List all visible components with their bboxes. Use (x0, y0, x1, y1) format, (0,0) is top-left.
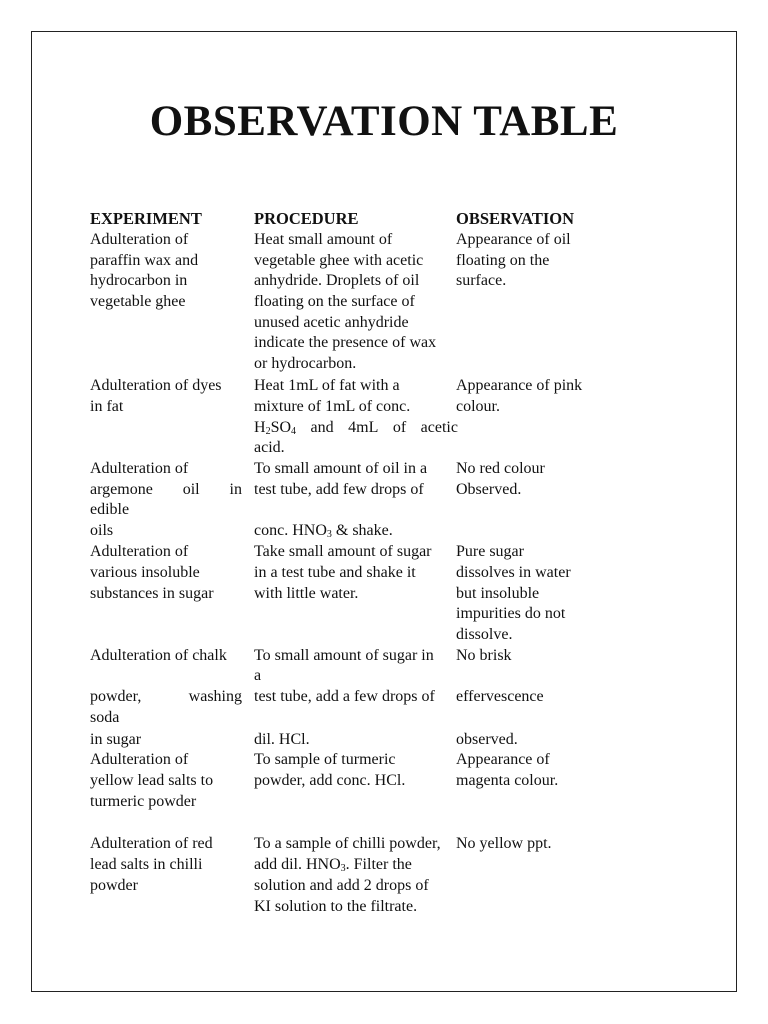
experiment-word: powder, (90, 688, 142, 705)
procedure-line: test tube, add a few drops of (254, 688, 435, 705)
procedure-line: Heat 1mL of fat with a (254, 377, 400, 394)
procedure-line: acid. (254, 439, 285, 456)
procedure-line: anhydride. Droplets of oil (254, 272, 420, 289)
experiment-line: various insoluble (90, 564, 200, 581)
experiment-word: washing (188, 688, 242, 705)
observation-line: Appearance of (456, 751, 550, 768)
experiment-line: Adulteration of (90, 751, 189, 768)
observation-line: effervescence (456, 688, 544, 705)
observation-line: Appearance of oil (456, 231, 571, 248)
observation-line: floating on the (456, 252, 550, 269)
procedure-line: unused acetic anhydride (254, 314, 409, 331)
observation-line: but insoluble (456, 585, 540, 602)
experiment-line: in sugar (90, 731, 142, 748)
header-procedure: PROCEDURE (254, 209, 359, 228)
procedure-formula-line: conc. $HNO_3$ & shake. (254, 522, 393, 540)
procedure-line: Heat small amount of (254, 231, 393, 248)
observation-line: Pure sugar (456, 543, 524, 560)
procedure-line: vegetable ghee with acetic (254, 252, 424, 269)
procedure-line: KI solution to the filtrate. (254, 898, 418, 915)
experiment-line: Adulteration of (90, 543, 189, 560)
experiment-line: powder (90, 877, 138, 894)
observation-line: surface. (456, 272, 507, 289)
observation-line: impurities do not (456, 605, 566, 622)
observation-line: dissolve. (456, 626, 513, 643)
observation-line: Appearance of pink (456, 377, 583, 394)
experiment-line: Adulteration of (90, 231, 189, 248)
observation-line: No brisk (456, 647, 512, 664)
procedure-line: powder, add conc. HCl. (254, 772, 406, 789)
procedure-line: or hydrocarbon. (254, 355, 357, 372)
procedure-word: acetic (420, 419, 458, 436)
procedure-line: mixture of 1mL of conc. (254, 398, 411, 415)
experiment-line: in fat (90, 398, 124, 415)
procedure-line: Take small amount of sugar (254, 543, 432, 560)
header-observation: OBSERVATION (456, 209, 575, 228)
experiment-justified-line (90, 480, 242, 501)
experiment-line: yellow lead salts to (90, 772, 214, 789)
experiment-line: turmeric powder (90, 793, 197, 810)
procedure-line: To a sample of chilli powder, (254, 835, 441, 852)
procedure-line: indicate the presence of wax (254, 334, 437, 351)
experiment-line: lead salts in chilli (90, 856, 203, 873)
procedure-line: in a test tube and shake it (254, 564, 416, 581)
observation-line: No yellow ppt. (456, 835, 552, 852)
formula-h2so4: $H_2SO_4$ (254, 419, 297, 437)
experiment-line: soda (90, 709, 120, 726)
observation-line: No red colour (456, 460, 545, 477)
header-experiment: EXPERIMENT (90, 209, 202, 228)
procedure-line: a (254, 667, 262, 684)
procedure-line: with little water. (254, 585, 359, 602)
experiment-line: edible (90, 501, 130, 518)
experiment-line: hydrocarbon in (90, 272, 188, 289)
procedure-line: floating on the surface of (254, 293, 415, 310)
procedure-line: To small amount of oil in a (254, 460, 428, 477)
experiment-line: vegetable ghee (90, 293, 186, 310)
observation-line: colour. (456, 398, 500, 415)
experiment-line: Adulteration of red (90, 835, 213, 852)
experiment-word: in (229, 481, 242, 498)
experiment-line: Adulteration of (90, 460, 189, 477)
experiment-line: substances in sugar (90, 585, 214, 602)
procedure-formula-line (254, 418, 458, 439)
experiment-justified-line (90, 687, 242, 708)
procedure-line: solution and add 2 drops of (254, 877, 429, 894)
experiment-line: paraffin wax and (90, 252, 199, 269)
procedure-formula-line: add dil. $HNO_3$. Filter the (254, 856, 412, 874)
observation-line: Observed. (456, 481, 522, 498)
procedure-word: of (392, 419, 407, 436)
observation-line: observed. (456, 731, 518, 748)
experiment-line: oils (90, 522, 114, 539)
procedure-word: 4mL (348, 419, 379, 436)
procedure-word: and (310, 419, 334, 436)
procedure-line: test tube, add few drops of (254, 481, 424, 498)
observation-line: dissolves in water (456, 564, 571, 581)
experiment-line: Adulteration of dyes (90, 377, 222, 394)
procedure-line: To sample of turmeric (254, 751, 396, 768)
experiment-line: Adulteration of chalk (90, 647, 227, 664)
observation-line: magenta colour. (456, 772, 559, 789)
procedure-line: To small amount of sugar in (254, 647, 434, 664)
experiment-word: argemone (90, 481, 153, 498)
experiment-word: oil (182, 481, 200, 498)
procedure-line: dil. HCl. (254, 731, 310, 748)
page-title: OBSERVATION TABLE (149, 98, 619, 145)
